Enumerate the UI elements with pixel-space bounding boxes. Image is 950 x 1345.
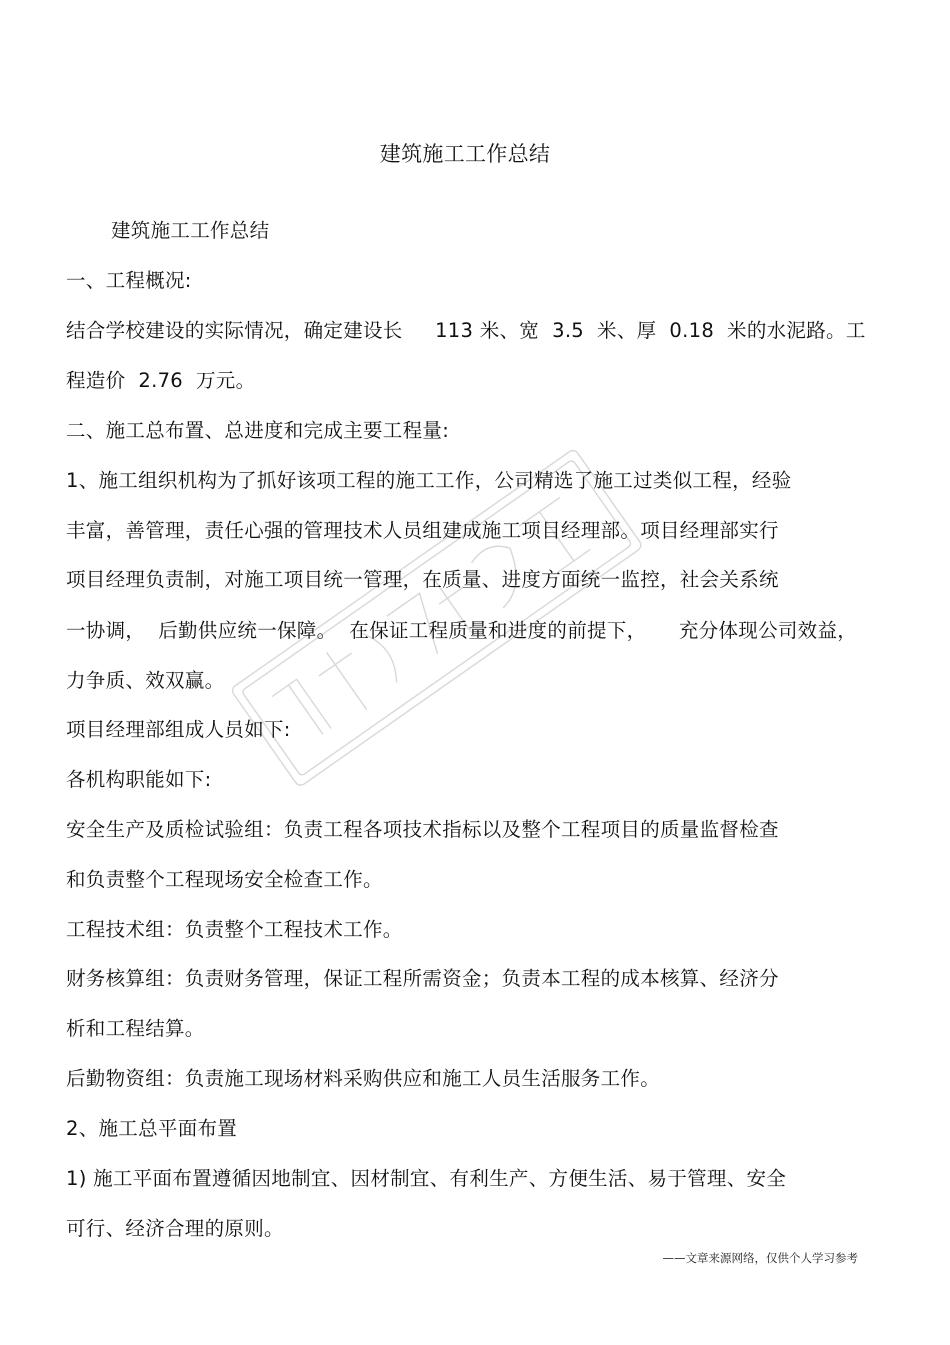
paragraph-line: 和负责整个工程现场安全检查工作。 bbox=[66, 868, 383, 891]
paragraph-line: 1) 施工平面布置遵循因地制宜、因材制宜、有利生产、方便生活、易于管理、安全 bbox=[66, 1167, 787, 1190]
paragraph-line: 工程技术组：负责整个工程技术工作。 bbox=[66, 918, 403, 941]
section-heading: 2、施工总平面布置 bbox=[66, 1117, 238, 1140]
paragraph-line: 项目经理部组成人员如下: bbox=[66, 718, 291, 741]
paragraph-line: 丰富，善管理，责任心强的管理技术人员组建成施工项目经理部。项目经理部实行 bbox=[66, 519, 779, 542]
paragraph-line: 后勤物资组：负责施工现场材料采购供应和施工人员生活服务工作。 bbox=[66, 1067, 661, 1090]
page-title: 建筑施工工作总结 bbox=[379, 142, 551, 166]
paragraph-line: 析和工程结算。 bbox=[66, 1017, 205, 1040]
paragraph-line: 一协调， 后勤供应统一保障。 在保证工程质量和进度的前提下， 充分体现公司效益， bbox=[66, 619, 858, 642]
section-heading: 一、工程概况: bbox=[66, 269, 192, 292]
paragraph-line: 力争质、效双赢。 bbox=[66, 669, 225, 692]
paragraph-line: 各机构职能如下: bbox=[66, 768, 212, 791]
section-heading: 二、施工总布置、总进度和完成主要工程量: bbox=[66, 419, 450, 442]
paragraph-line: 1、施工组织机构为了抓好该项工程的施工工作，公司精选了施工过类似工程，经验 bbox=[66, 469, 792, 492]
subtitle: 建筑施工工作总结 bbox=[111, 219, 270, 242]
paragraph-line: 可行、经济合理的原则。 bbox=[66, 1217, 284, 1240]
source-footer: ——文章来源网络，仅供个人学习参考 bbox=[662, 1251, 858, 1265]
paragraph-line: 项目经理负责制，对施工项目统一管理，在质量、进度方面统一监控，社会关系统 bbox=[66, 568, 779, 591]
paragraph-line: 安全生产及质检试验组：负责工程各项技术指标以及整个工程项目的质量监督检查 bbox=[66, 818, 779, 841]
paragraph-line: 财务核算组：负责财务管理，保证工程所需资金；负责本工程的成本核算、经济分 bbox=[66, 967, 779, 990]
paragraph-line: 程造价 2.76 万元。 bbox=[66, 369, 256, 392]
paragraph-line: 结合学校建设的实际情况，确定建设长 113 米、宽 3.5 米、厚 0.18 米的水泥路。工 bbox=[66, 319, 866, 342]
